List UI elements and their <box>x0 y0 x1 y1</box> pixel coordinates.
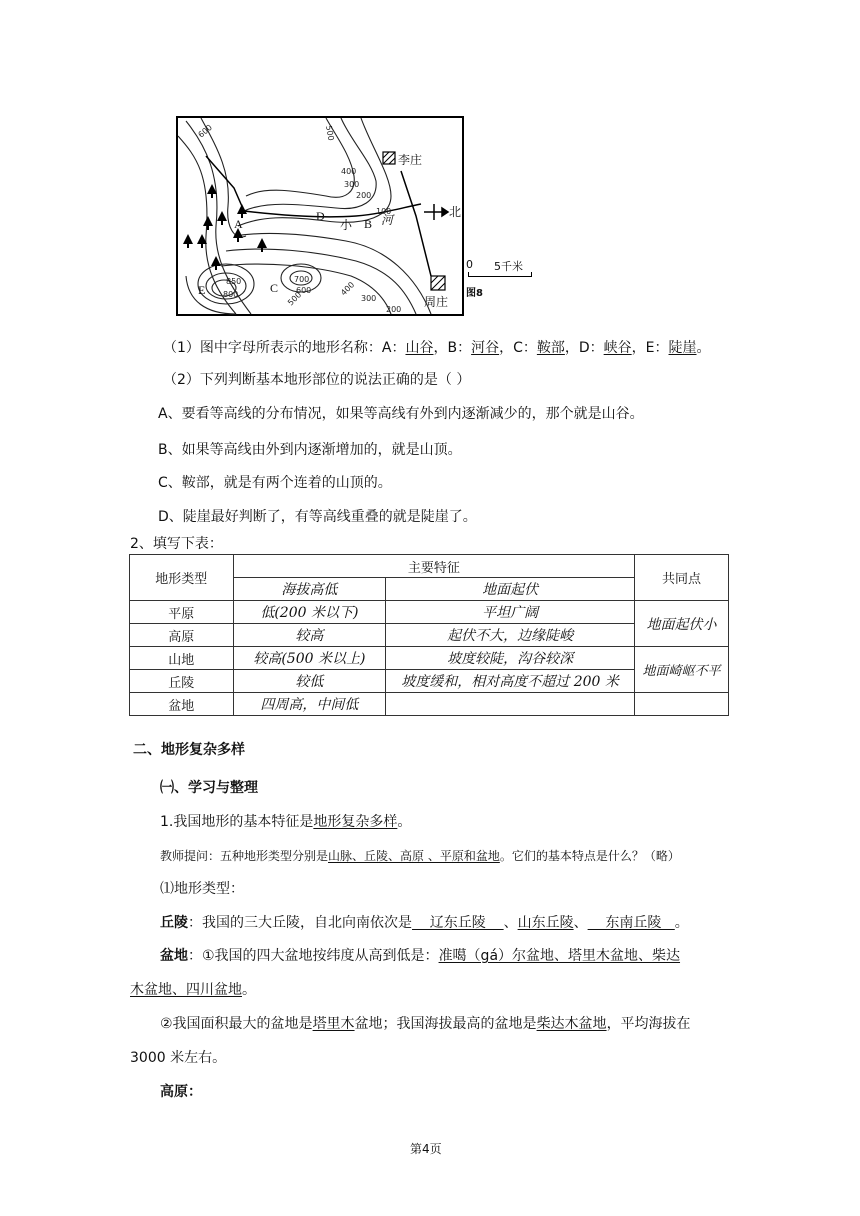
table-row: 山地 较高(500 米以上) 坡度较陡，沟谷较深 地面崎岖不平 <box>130 647 729 670</box>
subsection-title: ㈠、学习与整理 <box>160 780 258 796</box>
scale-label: 5千米 <box>494 260 523 273</box>
option-a: A、要看等高线的分布情况，如果等高线有外到内逐渐减少的，那个就是山谷。 <box>158 406 644 422</box>
plateau-label: 高原： <box>160 1084 202 1100</box>
contour-label: 500 <box>286 290 304 308</box>
scale-zero: 0 <box>466 258 473 271</box>
answer-d: 峡谷 <box>603 340 632 356</box>
subheader-altitude: 海拔高低 <box>233 578 386 601</box>
basin-line-1: 盆地：①我国的四大盆地按纬度从高到低是：准噶（gá）尔盆地、塔里木盆地、柴达 <box>160 948 681 964</box>
header-main: 主要特征 <box>233 555 634 578</box>
page-number: 第4页 <box>410 1142 442 1156</box>
option-d: D、陡崖最好判断了，有等高线重叠的就是陡崖了。 <box>158 509 477 525</box>
village-south-label: 周庄 <box>424 295 449 309</box>
figure-label: 图8 <box>466 288 483 299</box>
contour-label: 800 <box>223 290 239 299</box>
contour-label: 200 <box>356 191 372 200</box>
contour-label: 500 <box>324 124 336 142</box>
feature-line: 1.我国地形的基本特征是地形复杂多样。 <box>160 814 412 830</box>
table-row: 丘陵 较低 坡度缓和，相对高度不超过 200 米 <box>130 670 729 693</box>
contour-label: 400 <box>339 280 357 298</box>
table-title: 2、填写下表： <box>130 536 223 552</box>
question-2-stem: （2）下列判断基本地形部位的说法正确的是（ ） <box>163 372 471 388</box>
scale-bar <box>468 272 532 277</box>
contour-label: 300 <box>361 294 377 303</box>
table-header-row <box>130 555 729 578</box>
header-common: 共同点 <box>635 555 729 601</box>
contour-label: 400 <box>341 167 357 176</box>
subheader-relief: 地面起伏 <box>386 578 635 601</box>
answer-a: 山谷 <box>405 340 434 356</box>
contour-label: 200 <box>386 305 402 314</box>
option-b: B、如果等高线由外到内逐渐增加的，就是山顶。 <box>158 442 462 458</box>
village-north-label: 李庄 <box>398 153 423 167</box>
answer-e: 陡崖 <box>668 340 697 356</box>
common-cell-1: 地面起伏小 <box>635 601 729 647</box>
map-letter-c: C <box>270 281 279 295</box>
table-row: 高原 较高 起伏不大，边缘陡峻 <box>130 624 729 647</box>
basin-line-2: 木盆地、四川盆地。 <box>130 982 256 998</box>
map-letter-e: E <box>198 283 206 297</box>
teacher-question: 教师提问：五种地形类型分别是山脉、丘陵、高原 、平原和盆地。它们的基本特点是什么？（略） <box>160 849 680 863</box>
basin-largest-line: ②我国面积最大的盆地是塔里木盆地；我国海拔最高的盆地是柴达木盆地，平均海拔在 <box>160 1016 691 1032</box>
north-label: 北 <box>449 205 462 219</box>
option-c: C、鞍部，就是有两个连着的山顶的。 <box>158 475 392 491</box>
contour-label: 600 <box>196 122 214 140</box>
river-label: 小 <box>340 218 353 232</box>
map-letter-a: A <box>234 217 243 231</box>
section-title: 二、地形复杂多样 <box>133 742 245 758</box>
contour-label: 700 <box>294 275 310 284</box>
landform-table <box>129 554 729 716</box>
contour-label: 100 <box>376 207 392 216</box>
contour-label: 600 <box>296 286 312 295</box>
header-type: 地形类型 <box>130 555 234 601</box>
question-1: （1）图中字母所表示的地形名称：A：山谷，B：河谷，C：鞍部，D：峡谷，E：陡崖。 <box>163 340 711 356</box>
map-letter-b: B <box>364 217 373 231</box>
table-row: 盆地 四周高，中间低 <box>130 693 729 716</box>
map-letter-d: D <box>316 209 325 223</box>
contour-label: 300 <box>344 180 360 189</box>
types-title: ⑴地形类型： <box>160 881 244 897</box>
contour-label: 850 <box>226 277 242 286</box>
answer-b: 河谷 <box>471 340 500 356</box>
table-row: 平原 低(200 米以下) 平坦广阔 地面起伏小 <box>130 601 729 624</box>
contour-map <box>176 116 464 316</box>
basin-altitude-line: 3000 米左右。 <box>130 1050 227 1066</box>
answer-c: 鞍部 <box>536 340 565 356</box>
river-label: 河 <box>381 213 394 227</box>
common-cell-2: 地面崎岖不平 <box>635 647 729 693</box>
hills-line: 丘陵：我国的三大丘陵，自北向南依次是 辽东丘陵 、山东丘陵、 东南丘陵 。 <box>160 915 689 931</box>
